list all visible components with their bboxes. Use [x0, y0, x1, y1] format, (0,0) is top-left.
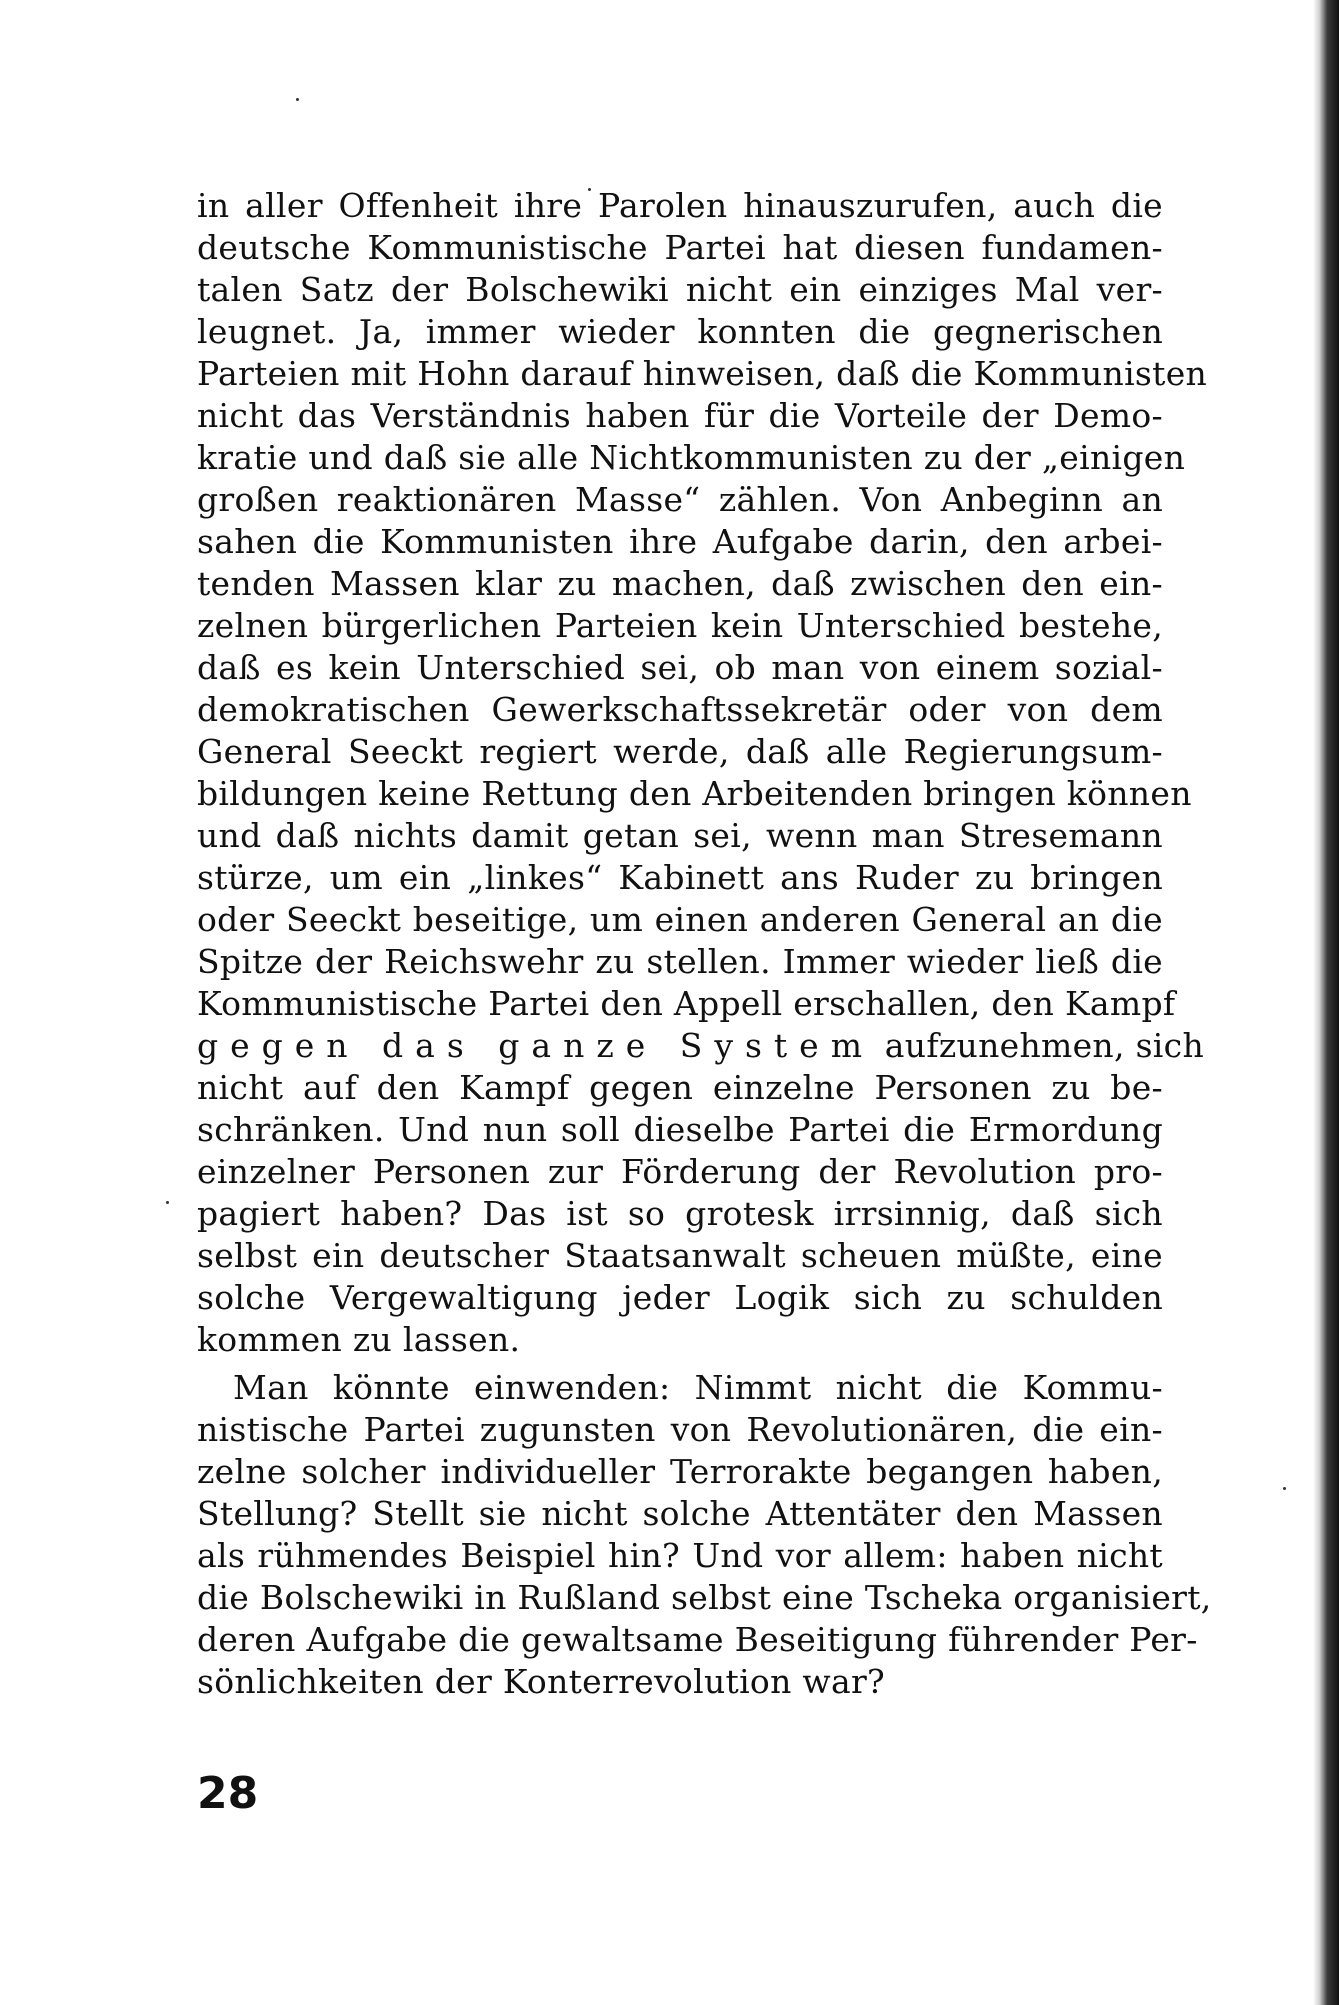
- text-line: selbst ein deutscher Staatsanwalt scheuen müßte, eine: [197, 1236, 1163, 1275]
- text-line: deutsche Kommunistische Partei hat diesen fundamen-: [197, 228, 1163, 267]
- text-line: einzelner Personen zur Förderung der Revolution pro-: [197, 1152, 1163, 1191]
- text-line: und daß nichts damit getan sei, wenn man Stresemann: [197, 816, 1163, 855]
- text-line: sahen die Kommunisten ihre Aufgabe darin, den arbei-: [197, 522, 1163, 561]
- book-spine-shadow: [1313, 0, 1339, 2005]
- text-line: oder Seeckt beseitige, um einen anderen General an die: [197, 900, 1163, 939]
- text-line: Stellung? Stellt sie nicht solche Attentäter den Massen: [197, 1494, 1163, 1533]
- page-number: 28: [197, 1768, 259, 1819]
- text-line: General Seeckt regiert werde, daß alle Regierungsum-: [197, 732, 1163, 771]
- text-line: tenden Massen klar zu machen, daß zwischen den ein-: [197, 564, 1163, 603]
- text-line: schränken. Und nun soll dieselbe Partei die Ermordung: [197, 1110, 1163, 1149]
- text-line: sönlichkeiten der Konterrevolution war?: [197, 1662, 886, 1701]
- text-line: Kommunistische Partei den Appell erschallen, den Kampf: [197, 984, 1176, 1023]
- text-line: Parteien mit Hohn darauf hinweisen, daß die Kommunisten: [197, 354, 1208, 393]
- text-line: in aller Offenheit ihre Parolen hinauszurufen, auch die: [197, 186, 1163, 225]
- text-line: bildungen keine Rettung den Arbeitenden bringen können: [197, 774, 1192, 813]
- text-line: nicht auf den Kampf gegen einzelne Personen zu be-: [197, 1068, 1163, 1107]
- text-line: leugnet. Ja, immer wieder konnten die gegnerischen: [197, 312, 1163, 351]
- text-line: solche Vergewaltigung jeder Logik sich zu schulden: [197, 1278, 1163, 1317]
- text-line: Spitze der Reichswehr zu stellen. Immer wieder ließ die: [197, 942, 1163, 981]
- text-line: daß es kein Unterschied sei, ob man von einem sozial-: [197, 648, 1163, 687]
- text-line: die Bolschewiki in Rußland selbst eine Tscheka organisiert,: [197, 1578, 1212, 1617]
- scan-speck: [296, 98, 299, 101]
- text-line: demokratischen Gewerkschaftssekretär oder von dem: [197, 690, 1163, 729]
- text-line-rest: aufzunehmen, sich: [884, 1026, 1204, 1065]
- text-line: kratie und daß sie alle Nichtkommunisten zu der „einigen: [197, 438, 1186, 477]
- text-line-spaced: [197, 1025, 1204, 1067]
- text-line: stürze, um ein „linkes“ Kabinett ans Ruder zu bringen: [197, 858, 1163, 897]
- text-line: nicht das Verständnis haben für die Vorteile der Demo-: [197, 396, 1163, 435]
- text-line: talen Satz der Bolschewiki nicht ein einziges Mal ver-: [197, 270, 1163, 309]
- text-line: pagiert haben? Das ist so grotesk irrsinnig, daß sich: [197, 1194, 1163, 1233]
- scan-speck: [166, 1201, 169, 1204]
- text-line: zelne solcher individueller Terrorakte begangen haben,: [197, 1452, 1163, 1491]
- text-line: als rühmendes Beispiel hin? Und vor allem: haben nicht: [197, 1536, 1163, 1575]
- text-line: großen reaktionären Masse“ zählen. Von Anbeginn an: [197, 480, 1163, 519]
- scan-speck: [1283, 1487, 1286, 1490]
- text-line: zelnen bürgerlichen Parteien kein Unterschied bestehe,: [197, 606, 1163, 645]
- text-line: Man könnte einwenden: Nimmt nicht die Kommu-: [233, 1368, 1163, 1407]
- text-line: deren Aufgabe die gewaltsame Beseitigung führender Per-: [197, 1620, 1198, 1659]
- letterspaced-emphasis: gegen das ganze System: [197, 1026, 874, 1065]
- text-line: kommen zu lassen.: [197, 1320, 521, 1359]
- text-line: nistische Partei zugunsten von Revolutionären, die ein-: [197, 1410, 1163, 1449]
- body-text: [197, 185, 1212, 1703]
